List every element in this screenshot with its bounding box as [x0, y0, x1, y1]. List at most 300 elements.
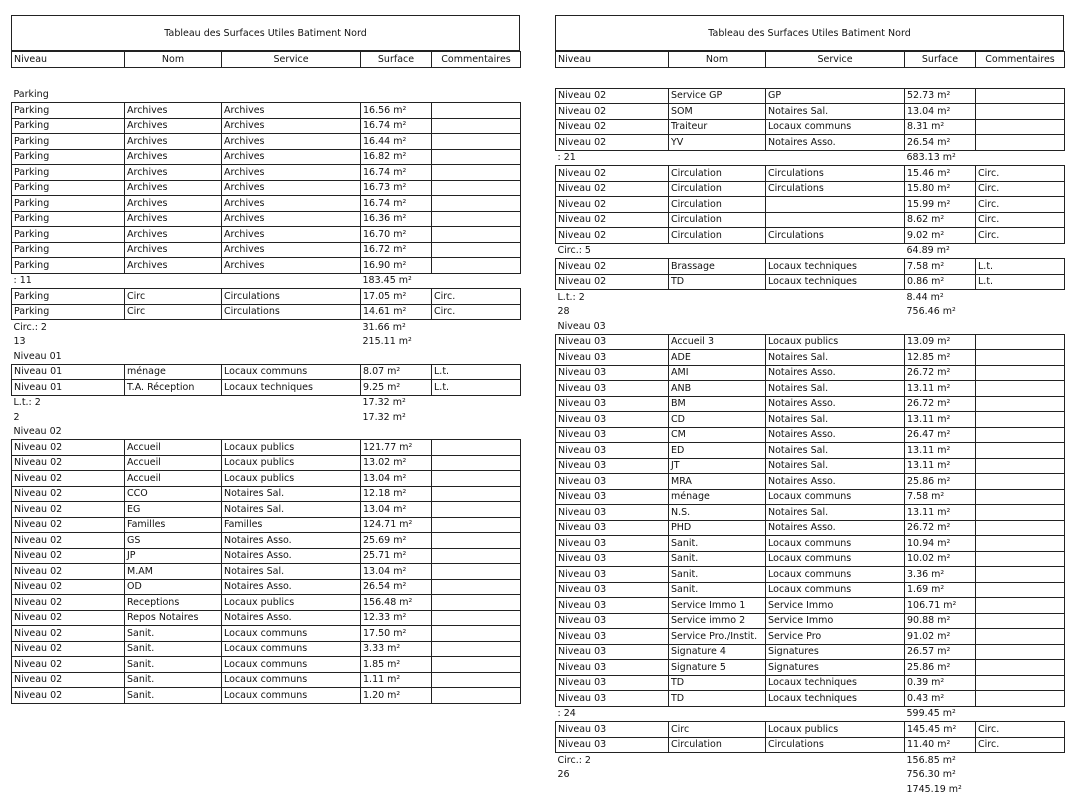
cell-niveau: Niveau 03: [556, 505, 669, 521]
cell-surface: 1.11 m²: [361, 672, 432, 688]
cell-nom: TD: [669, 274, 766, 290]
cell-nom: AMI: [669, 365, 766, 381]
cell-nom: Archives: [125, 103, 222, 119]
cell-service: Archives: [222, 211, 361, 227]
cell-surface: 13.02 m²: [361, 455, 432, 471]
cell-niveau: Niveau 02: [556, 88, 669, 104]
cell-commentaires: [432, 180, 521, 196]
cell-nom: Circ: [125, 289, 222, 305]
cell-service: Notaires Sal.: [766, 458, 905, 474]
cell-service: Service Immo: [766, 613, 905, 629]
cell-niveau: Niveau 02: [556, 135, 669, 151]
cell-service: Signatures: [766, 660, 905, 676]
cell-service: Notaires Asso.: [766, 427, 905, 443]
cell-niveau: Niveau 02: [13, 426, 62, 438]
cell-service: Notaires Asso.: [222, 548, 361, 564]
cell-niveau: Parking: [12, 196, 125, 212]
cell-niveau: Niveau 03: [556, 365, 669, 381]
cell-niveau: Niveau 03: [556, 412, 669, 428]
cell-commentaires: [432, 672, 521, 688]
cell-service: Locaux communs: [766, 489, 905, 505]
cell-service: [222, 410, 361, 425]
cell-niveau: Niveau 03: [556, 598, 669, 614]
cell-niveau: Niveau 02: [12, 579, 125, 595]
summary-row: [556, 243, 1065, 259]
cell-service: [766, 782, 905, 797]
cell-nom: Accueil: [125, 455, 222, 471]
cell-service: [766, 753, 905, 768]
cell-commentaires: [432, 118, 521, 134]
cell-nom: Sanit.: [125, 688, 222, 704]
cell-service: Circulations: [766, 737, 905, 753]
cell-nom: Circulation: [669, 181, 766, 197]
table-row: [556, 675, 1065, 691]
schedule-body: [556, 67, 1065, 797]
cell-commentaires: [976, 365, 1065, 381]
cell-commentaires: L.t.: [432, 364, 521, 380]
cell-surface: 13.11 m²: [905, 381, 976, 397]
cell-niveau: Niveau 03: [556, 722, 669, 738]
table-row: [556, 166, 1065, 182]
cell-niveau: Niveau 02: [556, 119, 669, 135]
cell-service: [222, 88, 361, 103]
schedule-table: [11, 51, 521, 704]
cell-niveau: Circ.: 5: [557, 245, 591, 257]
cell-nom: ED: [669, 443, 766, 459]
cell-niveau: Parking: [12, 242, 125, 258]
cell-service: Locaux communs: [766, 536, 905, 552]
cell-niveau: 26: [557, 769, 570, 781]
cell-surface: 124.71 m²: [361, 517, 432, 533]
cell-service: Locaux communs: [766, 582, 905, 598]
table-row: [556, 88, 1065, 104]
cell-surface: 9.25 m²: [361, 380, 432, 396]
cell-service: Circulations: [766, 228, 905, 244]
cell-nom: Circulation: [669, 197, 766, 213]
cell-surface: 17.32 m²: [362, 411, 406, 423]
cell-nom: [669, 768, 766, 783]
cell-surface: 756.30 m²: [906, 769, 956, 781]
cell-niveau: Niveau 03: [556, 520, 669, 536]
cell-commentaires: Circ.: [432, 289, 521, 305]
cell-commentaires: [976, 768, 1065, 783]
cell-surface: 8.07 m²: [361, 364, 432, 380]
cell-commentaires: [976, 305, 1065, 320]
table-row: [12, 517, 521, 533]
cell-nom: [669, 305, 766, 320]
cell-commentaires: [976, 443, 1065, 459]
summary-row: [12, 395, 521, 410]
cell-surface: 0.43 m²: [905, 691, 976, 707]
cell-service: Archives: [222, 165, 361, 181]
cell-niveau: Niveau 02: [12, 610, 125, 626]
cell-service: Locaux publics: [222, 455, 361, 471]
cell-surface: 215.11 m²: [362, 336, 412, 348]
cell-niveau: Niveau 02: [12, 672, 125, 688]
cell-commentaires: [976, 150, 1065, 166]
cell-niveau: [556, 67, 669, 88]
cell-niveau: Niveau 03: [556, 396, 669, 412]
cell-service: [222, 335, 361, 350]
cell-service: [766, 243, 905, 259]
table-row: [556, 474, 1065, 490]
cell-nom: GS: [125, 533, 222, 549]
cell-commentaires: Circ.: [976, 737, 1065, 753]
cell-niveau: Parking: [12, 149, 125, 165]
cell-surface: 12.33 m²: [361, 610, 432, 626]
table-row: [12, 610, 521, 626]
cell-service: [766, 67, 905, 88]
cell-surface: 3.33 m²: [361, 641, 432, 657]
cell-nom: Circulation: [669, 737, 766, 753]
cell-service: Locaux communs: [766, 119, 905, 135]
table-row: [556, 119, 1065, 135]
cell-commentaires: [976, 567, 1065, 583]
cell-niveau: Niveau 02: [12, 533, 125, 549]
cell-commentaires: [976, 88, 1065, 104]
cell-nom: Accueil 3: [669, 334, 766, 350]
cell-commentaires: [432, 657, 521, 673]
header-row: [556, 52, 1065, 68]
cell-nom: CM: [669, 427, 766, 443]
cell-surface: 16.74 m²: [361, 196, 432, 212]
summary-row: [12, 320, 521, 335]
cell-niveau: Niveau 03: [556, 458, 669, 474]
cell-niveau: 2: [13, 411, 20, 423]
cell-service: Locaux techniques: [766, 274, 905, 290]
summary-row: [12, 88, 521, 103]
cell-niveau: Niveau 01: [13, 350, 62, 362]
cell-nom: JT: [669, 458, 766, 474]
table-row: [556, 536, 1065, 552]
cell-commentaires: [976, 135, 1065, 151]
cell-commentaires: L.t.: [976, 259, 1065, 275]
summary-row: [12, 410, 521, 425]
cell-commentaires: [432, 395, 521, 410]
cell-surface: 90.88 m²: [905, 613, 976, 629]
cell-nom: Signature 4: [669, 644, 766, 660]
header-service: Service: [766, 52, 905, 68]
cell-commentaires: [432, 335, 521, 350]
cell-niveau: Niveau 03: [556, 551, 669, 567]
cell-niveau: L.t.: 2: [557, 291, 585, 303]
table-row: [556, 443, 1065, 459]
cell-niveau: Niveau 02: [12, 564, 125, 580]
cell-niveau: Niveau 02: [12, 440, 125, 456]
cell-service: Locaux communs: [222, 688, 361, 704]
cell-nom: Service GP: [669, 88, 766, 104]
cell-service: Notaires Asso.: [222, 610, 361, 626]
cell-surface: 106.71 m²: [905, 598, 976, 614]
cell-surface: 91.02 m²: [905, 629, 976, 645]
cell-surface: 26.54 m²: [361, 579, 432, 595]
cell-niveau: : 21: [557, 152, 576, 164]
cell-surface: 10.02 m²: [905, 551, 976, 567]
cell-service: [766, 706, 905, 722]
table-row: [12, 196, 521, 212]
table-row: [556, 489, 1065, 505]
cell-surface: 16.74 m²: [361, 165, 432, 181]
table-row: [556, 274, 1065, 290]
cell-nom: Archives: [125, 165, 222, 181]
table-row: [556, 334, 1065, 350]
summary-row: [12, 335, 521, 350]
cell-niveau: Niveau 03: [556, 489, 669, 505]
cell-surface: [361, 88, 432, 103]
cell-nom: TD: [669, 675, 766, 691]
cell-nom: [669, 782, 766, 797]
cell-surface: 17.05 m²: [361, 289, 432, 305]
cell-surface: 12.85 m²: [905, 350, 976, 366]
table-row: [556, 598, 1065, 614]
cell-niveau: Niveau 03: [556, 675, 669, 691]
cell-nom: [125, 273, 222, 289]
cell-service: Locaux publics: [766, 334, 905, 350]
cell-surface: 12.18 m²: [361, 486, 432, 502]
cell-service: Locaux techniques: [222, 380, 361, 396]
cell-nom: Sanit.: [669, 536, 766, 552]
cell-surface: 16.74 m²: [361, 118, 432, 134]
cell-commentaires: [976, 427, 1065, 443]
cell-surface: 13.04 m²: [361, 502, 432, 518]
cell-surface: 8.31 m²: [905, 119, 976, 135]
cell-service: Locaux publics: [222, 595, 361, 611]
cell-commentaires: [976, 104, 1065, 120]
cell-commentaires: [432, 455, 521, 471]
cell-niveau: Niveau 03: [556, 613, 669, 629]
table-row: [12, 118, 521, 134]
cell-service: [766, 305, 905, 320]
table-row: [556, 228, 1065, 244]
table-row: [556, 551, 1065, 567]
cell-commentaires: Circ.: [976, 212, 1065, 228]
header-niveau: Niveau: [556, 52, 669, 68]
table-row: [556, 567, 1065, 583]
cell-niveau: L.t.: 2: [13, 397, 41, 409]
cell-niveau: Parking: [13, 89, 49, 101]
cell-nom: Traiteur: [669, 119, 766, 135]
cell-commentaires: [432, 196, 521, 212]
cell-niveau: Niveau 03: [556, 567, 669, 583]
table-row: [12, 455, 521, 471]
cell-surface: 156.85 m²: [906, 754, 956, 766]
cell-surface: 15.46 m²: [905, 166, 976, 182]
cell-commentaires: [976, 582, 1065, 598]
cell-service: Locaux communs: [222, 657, 361, 673]
cell-niveau: Niveau 03: [556, 582, 669, 598]
cell-service: [766, 212, 905, 228]
cell-surface: 1.69 m²: [905, 582, 976, 598]
cell-surface: 26.54 m²: [905, 135, 976, 151]
cell-niveau: Circ.: 2: [557, 754, 591, 766]
cell-service: [766, 768, 905, 783]
cell-surface: 8.62 m²: [905, 212, 976, 228]
table-row: [12, 134, 521, 150]
cell-service: Locaux techniques: [766, 691, 905, 707]
table-row: [12, 579, 521, 595]
cell-commentaires: [432, 349, 521, 364]
cell-service: Notaires Asso.: [766, 365, 905, 381]
cell-surface: 16.44 m²: [361, 134, 432, 150]
cell-service: Locaux techniques: [766, 675, 905, 691]
header-nom: Nom: [669, 52, 766, 68]
table-row: [556, 135, 1065, 151]
cell-service: Archives: [222, 180, 361, 196]
cell-service: Locaux publics: [766, 722, 905, 738]
cell-nom: Brassage: [669, 259, 766, 275]
cell-commentaires: Circ.: [976, 166, 1065, 182]
summary-row: [556, 290, 1065, 305]
cell-nom: TD: [669, 691, 766, 707]
cell-nom: BM: [669, 396, 766, 412]
cell-service: Locaux communs: [222, 626, 361, 642]
cell-surface: 8.44 m²: [906, 291, 944, 303]
cell-niveau: Niveau 03: [557, 320, 606, 332]
table-row: [556, 737, 1065, 753]
cell-service: [766, 197, 905, 213]
cell-niveau: Niveau 02: [556, 274, 669, 290]
table-row: [12, 626, 521, 642]
cell-nom: [669, 243, 766, 259]
cell-niveau: [12, 67, 125, 88]
cell-surface: 1745.19 m²: [906, 783, 962, 795]
cell-nom: ménage: [669, 489, 766, 505]
table-row: [12, 364, 521, 380]
cell-niveau: Niveau 02: [556, 104, 669, 120]
cell-niveau: Parking: [12, 180, 125, 196]
cell-surface: 13.11 m²: [905, 443, 976, 459]
cell-nom: Archives: [125, 118, 222, 134]
cell-commentaires: [976, 675, 1065, 691]
table-row: [556, 629, 1065, 645]
cell-service: Notaires Sal.: [222, 502, 361, 518]
cell-nom: [669, 753, 766, 768]
cell-service: Archives: [222, 196, 361, 212]
cell-service: [222, 349, 361, 364]
cell-niveau: Niveau 03: [556, 660, 669, 676]
cell-commentaires: [432, 425, 521, 440]
cell-nom: Archives: [125, 211, 222, 227]
table-row: [12, 227, 521, 243]
table-row: [12, 180, 521, 196]
cell-service: Circulations: [222, 289, 361, 305]
cell-commentaires: [976, 350, 1065, 366]
summary-row: [556, 753, 1065, 768]
cell-surface: 16.70 m²: [361, 227, 432, 243]
cell-nom: ADE: [669, 350, 766, 366]
cell-commentaires: [976, 458, 1065, 474]
cell-surface: 17.50 m²: [361, 626, 432, 642]
spacer-row: [12, 67, 521, 88]
cell-service: Notaires Sal.: [766, 443, 905, 459]
cell-niveau: Parking: [12, 227, 125, 243]
cell-commentaires: [976, 119, 1065, 135]
cell-niveau: Parking: [12, 165, 125, 181]
table-row: [12, 657, 521, 673]
table-row: [12, 304, 521, 320]
summary-row: [556, 305, 1065, 320]
cell-surface: 31.66 m²: [362, 321, 406, 333]
header-surface: Surface: [361, 52, 432, 68]
cell-nom: Sanit.: [125, 657, 222, 673]
cell-nom: Sanit.: [669, 582, 766, 598]
cell-service: Archives: [222, 118, 361, 134]
cell-commentaires: [432, 579, 521, 595]
cell-surface: 14.61 m²: [361, 304, 432, 320]
cell-commentaires: [976, 536, 1065, 552]
table-row: [556, 381, 1065, 397]
schedule-page-right: [555, 15, 1064, 797]
cell-nom: ANB: [669, 381, 766, 397]
cell-commentaires: [976, 520, 1065, 536]
cell-service: Notaires Sal.: [766, 505, 905, 521]
cell-surface: 15.80 m²: [905, 181, 976, 197]
cell-surface: 156.48 m²: [361, 595, 432, 611]
cell-commentaires: [976, 489, 1065, 505]
cell-nom: YV: [669, 135, 766, 151]
cell-service: Locaux techniques: [766, 259, 905, 275]
cell-commentaires: [432, 610, 521, 626]
table-row: [12, 471, 521, 487]
cell-service: Notaires Asso.: [766, 135, 905, 151]
cell-surface: 13.09 m²: [905, 334, 976, 350]
cell-nom: [669, 150, 766, 166]
cell-commentaires: Circ.: [976, 197, 1065, 213]
cell-niveau: Parking: [12, 211, 125, 227]
cell-nom: Repos Notaires: [125, 610, 222, 626]
cell-nom: Service Immo 1: [669, 598, 766, 614]
table-row: [556, 427, 1065, 443]
cell-niveau: Circ.: 2: [13, 321, 47, 333]
cell-surface: 13.11 m²: [905, 505, 976, 521]
summary-row: [556, 768, 1065, 783]
cell-service: Circulations: [766, 181, 905, 197]
cell-niveau: Niveau 02: [12, 626, 125, 642]
table-row: [12, 211, 521, 227]
cell-nom: [125, 349, 222, 364]
cell-commentaires: [432, 211, 521, 227]
cell-surface: 16.36 m²: [361, 211, 432, 227]
cell-surface: 64.89 m²: [906, 245, 950, 257]
table-row: [12, 242, 521, 258]
cell-niveau: [556, 782, 669, 797]
cell-commentaires: [432, 471, 521, 487]
cell-commentaires: [432, 688, 521, 704]
cell-nom: Circ: [125, 304, 222, 320]
cell-niveau: Niveau 02: [556, 197, 669, 213]
table-row: [12, 533, 521, 549]
cell-surface: 26.57 m²: [905, 644, 976, 660]
cell-surface: 756.46 m²: [906, 306, 956, 318]
header-niveau: Niveau: [12, 52, 125, 68]
cell-nom: Accueil: [125, 471, 222, 487]
summary-row: [12, 273, 521, 289]
cell-nom: Signature 5: [669, 660, 766, 676]
cell-surface: 13.04 m²: [361, 564, 432, 580]
cell-commentaires: [432, 486, 521, 502]
cell-nom: Sanit.: [125, 672, 222, 688]
cell-niveau: Niveau 03: [556, 644, 669, 660]
cell-niveau: Niveau 02: [556, 228, 669, 244]
table-row: [12, 486, 521, 502]
cell-service: Notaires Sal.: [766, 412, 905, 428]
table-row: [556, 660, 1065, 676]
cell-surface: 13.11 m²: [905, 412, 976, 428]
cell-surface: 26.72 m²: [905, 520, 976, 536]
cell-commentaires: [976, 782, 1065, 797]
cell-niveau: Niveau 02: [12, 657, 125, 673]
cell-niveau: Niveau 01: [12, 380, 125, 396]
